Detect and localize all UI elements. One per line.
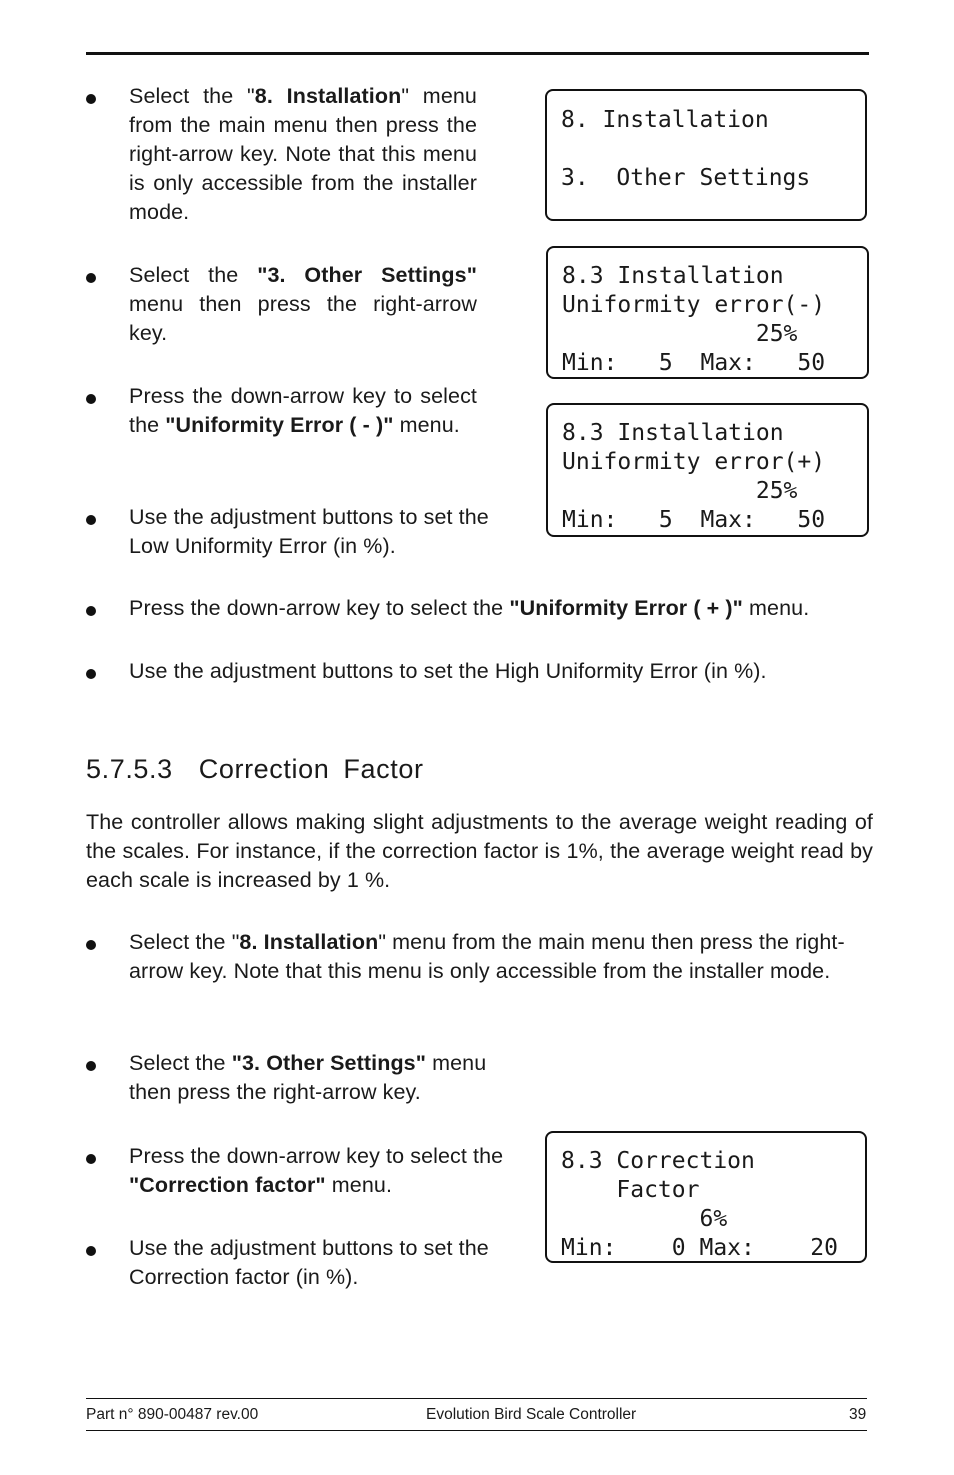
bullet-dot bbox=[86, 515, 96, 525]
lcd-line: Min: 0 Max: 20 bbox=[561, 1235, 838, 1261]
lcd-display-correction-factor bbox=[545, 1131, 867, 1263]
bullet-dot bbox=[86, 606, 96, 616]
bullet-dot bbox=[86, 940, 96, 950]
lcd-line: 8.3 Installation bbox=[562, 420, 784, 446]
lcd-line: 6% bbox=[561, 1206, 728, 1232]
bullet-dot bbox=[86, 1246, 96, 1256]
section-heading bbox=[86, 752, 424, 786]
lcd-line: Min: 5 Max: 50 bbox=[562, 507, 826, 533]
step-select-other-settings: Select the "3. Other Settings" menu then press the right-arrow key. bbox=[129, 263, 477, 345]
footer-rule-bottom bbox=[86, 1430, 867, 1431]
step-select-correction-factor: Press the down-arrow key to select the "Correction factor" menu. bbox=[129, 1144, 504, 1197]
step-select-uniformity-minus: Press the down-arrow key to select the "Uniformity Error ( - )" menu. bbox=[129, 384, 477, 437]
step-select-installation: Select the "8. Installation" menu from the main menu then press the right-arrow key. Note that this menu is only accessible from the installer mode. bbox=[129, 84, 477, 224]
lcd-line: Factor bbox=[561, 1177, 700, 1203]
lcd-display-installation bbox=[545, 89, 867, 221]
lcd-line: 25% bbox=[562, 321, 798, 347]
lcd-line: 8. Installation bbox=[561, 107, 769, 133]
lcd-line: 8.3 Installation bbox=[562, 263, 784, 289]
bullet-dot bbox=[86, 1154, 96, 1164]
lcd-line: 25% bbox=[562, 478, 798, 504]
step-select-installation-2: Select the "8. Installation" menu from the main menu then press the right-arrow key. Note that this menu is only accessible from the installer mode. bbox=[129, 930, 845, 983]
step-select-uniformity-plus: Press the down-arrow key to select the "Uniformity Error ( + )" menu. bbox=[129, 596, 810, 620]
lcd-line: 8.3 Correction bbox=[561, 1148, 755, 1174]
step-set-high-uniformity: Use the adjustment buttons to set the High Uniformity Error (in %). bbox=[129, 659, 767, 683]
step-set-correction-factor: Use the adjustment buttons to set the Correction factor (in %). bbox=[129, 1236, 489, 1289]
lcd-display-uniformity-plus bbox=[546, 403, 869, 537]
lcd-line: 3. Other Settings bbox=[561, 165, 811, 191]
footer-product-name: Evolution Bird Scale Controller bbox=[426, 1406, 637, 1423]
footer-part-number: Part n° 890-00487 rev.00 bbox=[86, 1406, 259, 1423]
header-rule bbox=[86, 52, 869, 55]
intro-paragraph: The controller allows making slight adjustments to the average weight reading of the scales. For instance, if the correction factor is 1%, the average weight read by each scale is increased by 1 %. bbox=[86, 810, 873, 892]
bullet-dot bbox=[86, 1061, 96, 1071]
step-set-low-uniformity: Use the adjustment buttons to set the Low Uniformity Error (in %). bbox=[129, 505, 489, 558]
lcd-line: Uniformity error(+) bbox=[562, 449, 826, 475]
step-select-other-settings-2: Select the "3. Other Settings" menu then press the right-arrow key. bbox=[129, 1051, 487, 1104]
footer-rule-top bbox=[86, 1398, 867, 1399]
lcd-line: Uniformity error(-) bbox=[562, 292, 826, 318]
bullet-dot bbox=[86, 94, 96, 104]
lcd-display-uniformity-minus bbox=[546, 246, 869, 379]
lcd-line: Min: 5 Max: 50 bbox=[562, 350, 826, 376]
bullet-dot bbox=[86, 669, 96, 679]
page-number: 39 bbox=[849, 1406, 867, 1423]
bullet-dot bbox=[86, 394, 96, 404]
section-title: Correction Factor bbox=[198, 754, 424, 784]
bullet-dot bbox=[86, 273, 96, 283]
section-number: 5.7.5.3 bbox=[86, 754, 173, 784]
